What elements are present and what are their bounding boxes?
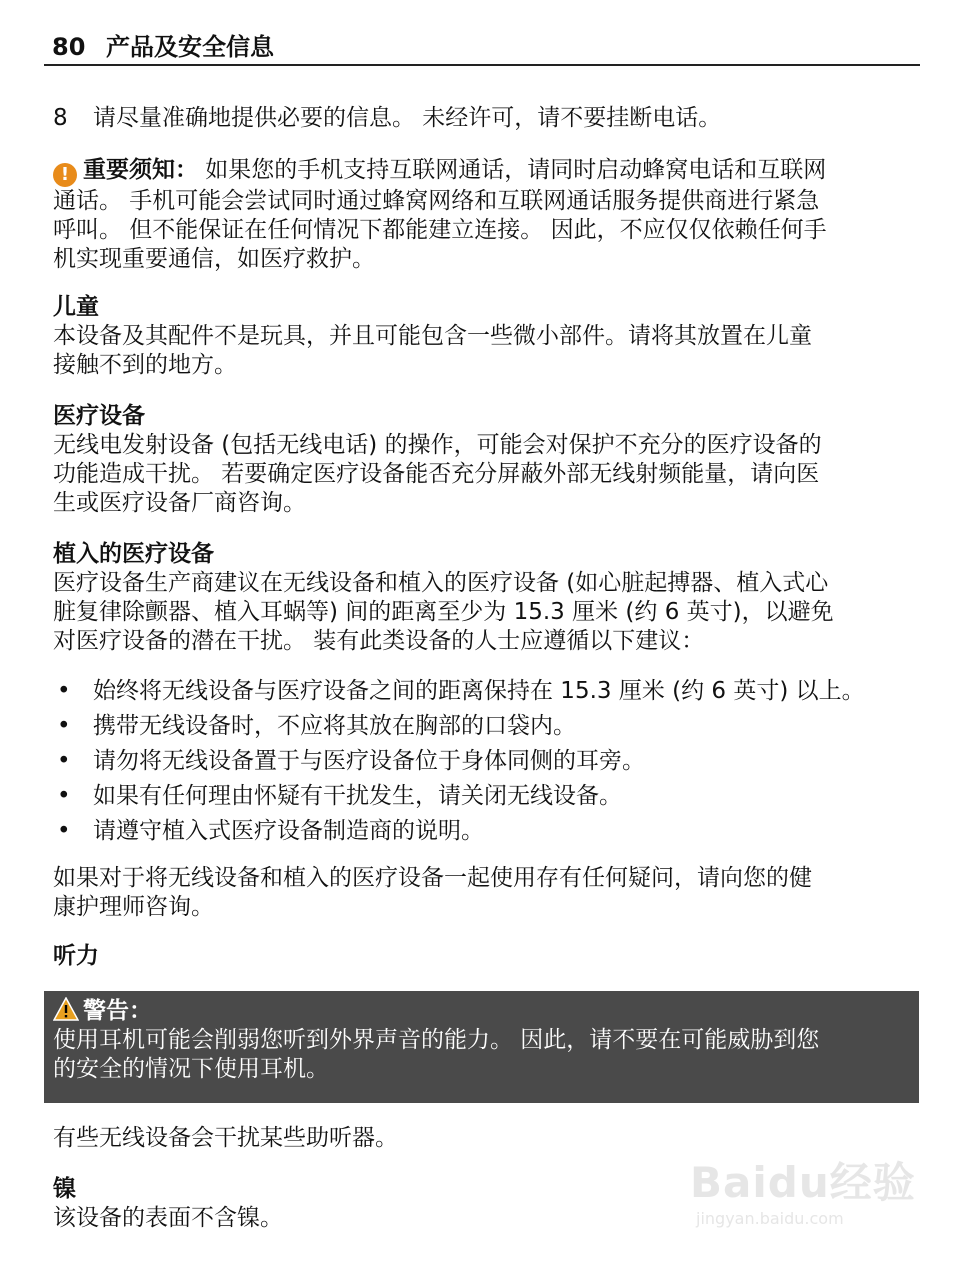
- list-item-text: 请勿将无线设备置于与医疗设备位于身体同侧的耳旁。: [93, 748, 645, 774]
- list-item: [53, 676, 915, 711]
- important-text-line: 呼叫。 但不能保证在任何情况下都能建立连接。 因此，不应仅仅依赖任何手: [53, 217, 827, 243]
- body-line: 对医疗设备的潜在干扰。 装有此类设备的人士应遵循以下建议：: [53, 628, 705, 654]
- section-heading: 听力: [53, 943, 99, 969]
- body-line: 脏复律除颤器、植入耳蜗等) 间的距离至少为 15.3 厘米 (约 6 英寸)，以避免: [53, 599, 834, 625]
- bullet: •: [57, 678, 71, 704]
- body-line: 有些无线设备会干扰某些助听器。: [53, 1125, 398, 1151]
- important-text-line: 如果您的手机支持互联网通话，请同时启动蜂窝电话和互联网: [198, 157, 827, 183]
- implanted-followup: [53, 864, 915, 922]
- watermark-brand-3: 经验: [829, 1158, 916, 1207]
- important-text-line: 机实现重要通信，如医疗救护。: [53, 246, 375, 272]
- section-medical: [53, 402, 915, 518]
- list-item-text: 携带无线设备时，不应将其放在胸部的口袋内。: [93, 713, 576, 739]
- body-line: 功能造成干扰。 若要确定医疗设备能否充分屏蔽外部无线射频能量，请向医: [53, 461, 820, 487]
- important-notice: [53, 156, 915, 274]
- header-title: 产品及安全信息: [106, 33, 274, 61]
- page-number: 80: [52, 33, 86, 61]
- bullet: •: [57, 748, 71, 774]
- exclamation-circle-icon: !: [53, 163, 77, 187]
- section-heading: 儿童: [53, 294, 99, 320]
- step-number: 8: [53, 105, 68, 131]
- body-line: 本设备及其配件不是玩具，并且可能包含一些微小部件。请将其放置在儿童: [53, 323, 812, 349]
- body-line: 康护理师咨询。: [53, 894, 214, 920]
- section-heading: 植入的医疗设备: [53, 541, 214, 567]
- body-line: 接触不到的地方。: [53, 352, 237, 378]
- warning-label: 警告：: [83, 998, 152, 1024]
- list-item: [53, 781, 915, 816]
- body-line: 生或医疗设备厂商咨询。: [53, 490, 306, 516]
- watermark-url: jingyan.baidu.com: [696, 1209, 844, 1228]
- step-8: [53, 104, 915, 133]
- body-line: 该设备的表面不含镍。: [53, 1205, 283, 1231]
- list-item-text: 如果有任何理由怀疑有干扰发生，请关闭无线设备。: [93, 783, 622, 809]
- body-line: 如果对于将无线设备和植入的医疗设备一起使用存有任何疑问，请向您的健: [53, 865, 812, 891]
- body-line: 无线电发射设备 (包括无线电话) 的操作，可能会对保护不充分的医疗设备的: [53, 432, 822, 458]
- step-text: 请尽量准确地提供必要的信息。 未经许可，请不要挂断电话。: [93, 105, 722, 131]
- body-line: 医疗设备生产商建议在无线设备和植入的医疗设备 (如心脏起搏器、植入式心: [53, 570, 829, 596]
- recommendation-list: [53, 676, 915, 851]
- list-item: [53, 711, 915, 746]
- warning-box: [44, 991, 919, 1103]
- important-label: 重要须知：: [83, 157, 198, 183]
- section-hearing: [53, 942, 915, 971]
- baidu-watermark: [690, 1158, 920, 1248]
- list-item: [53, 816, 915, 851]
- warning-line: 的安全的情况下使用耳机。: [53, 1056, 329, 1082]
- bullet: •: [57, 818, 71, 844]
- warning-triangle-icon: [53, 997, 79, 1021]
- section-implanted: [53, 540, 915, 656]
- section-children: [53, 293, 915, 380]
- section-heading: 镍: [53, 1176, 76, 1202]
- important-text-line: 通话。 手机可能会尝试同时通过蜂窝网络和互联网通话服务提供商进行紧急: [53, 188, 820, 214]
- list-item-text: 始终将无线设备与医疗设备之间的距离保持在 15.3 厘米 (约 6 英寸) 以上。: [93, 678, 865, 704]
- warning-line: 使用耳机可能会削弱您听到外界声音的能力。 因此，请不要在可能威胁到您: [53, 1027, 820, 1053]
- page-header: [44, 30, 920, 66]
- list-item: [53, 746, 915, 781]
- list-item-text: 请遵守植入式医疗设备制造商的说明。: [93, 818, 484, 844]
- section-heading: 医疗设备: [53, 403, 145, 429]
- bullet: •: [57, 713, 71, 739]
- hearing-text: [53, 1124, 915, 1153]
- bullet: •: [57, 783, 71, 809]
- watermark-brand-2: du: [767, 1158, 830, 1207]
- watermark-brand: Bai: [690, 1158, 768, 1207]
